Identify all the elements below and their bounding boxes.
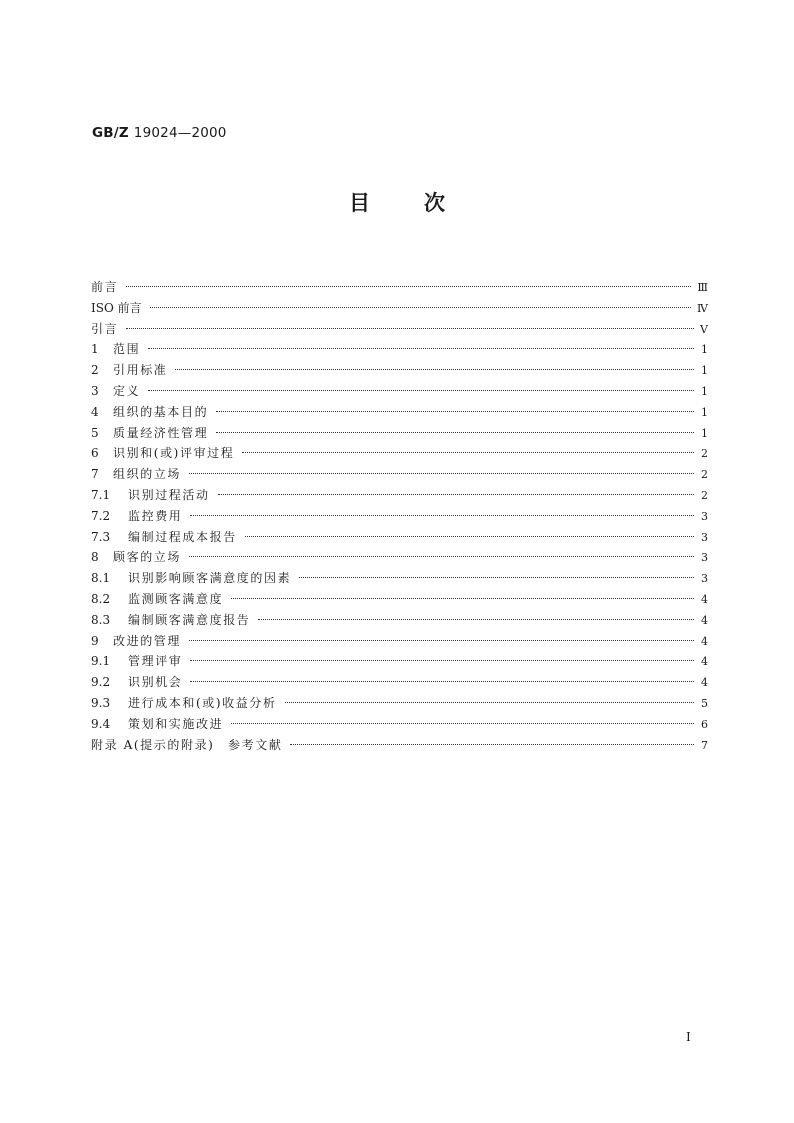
toc-entry-number: 8 (91, 550, 99, 565)
toc-entry-page: 1 (701, 426, 708, 440)
toc-leader-dots (299, 577, 694, 578)
toc-entry-label: 编制顾客满意度报告 (128, 612, 251, 627)
toc-entry[interactable] (91, 339, 708, 360)
toc-heading (0, 187, 794, 217)
toc-leader-dots (190, 515, 694, 516)
toc-entry-page: 5 (701, 696, 708, 710)
toc-entry[interactable] (91, 714, 708, 735)
toc-entry-label: 监控费用 (128, 508, 183, 523)
toc-entry-label: 引言 (91, 321, 119, 336)
toc-entry-label: 定义 (113, 383, 141, 398)
toc-entry-page: 4 (701, 592, 708, 606)
toc-entry-page: 3 (701, 530, 708, 544)
toc-entry-number: 9.2 (91, 675, 111, 690)
toc-leader-dots (290, 744, 694, 745)
toc-entry-page: 3 (701, 572, 708, 586)
toc-leader-dots (216, 432, 694, 433)
toc-entry-number: 9.3 (91, 695, 111, 710)
toc-entry-number: 4 (91, 404, 99, 419)
toc-leader-dots (258, 619, 694, 620)
toc-entry-label: 识别机会 (128, 675, 183, 690)
toc-entry[interactable] (91, 527, 708, 548)
page-number: I (686, 1030, 691, 1044)
toc-leader-dots (126, 328, 694, 329)
toc-leader-dots (218, 494, 694, 495)
standard-code (92, 125, 227, 141)
toc-entry-number: 5 (91, 425, 99, 440)
toc-leader-dots (148, 348, 694, 349)
toc-entry-page: 1 (701, 364, 708, 378)
toc-leader-dots (126, 286, 691, 287)
toc-entry-page: 4 (701, 634, 708, 648)
toc-entry-number: 7.1 (91, 487, 111, 502)
toc-entry-label: 顾客的立场 (113, 550, 182, 565)
toc-entry-number: 9 (91, 633, 99, 648)
toc-entry-label: 管理评审 (128, 654, 183, 669)
toc-entry-page: 7 (701, 738, 708, 752)
toc-entry-number: 3 (91, 383, 99, 398)
toc-entry-number: 9.1 (91, 654, 111, 669)
toc-entry-page: 4 (701, 613, 708, 627)
toc-entry[interactable] (91, 506, 708, 527)
toc-entry[interactable] (91, 651, 708, 672)
toc-entry-label: 编制过程成本报告 (128, 529, 237, 544)
toc-entry[interactable] (91, 277, 708, 298)
toc-entry-number: 7.2 (91, 508, 111, 523)
toc-entry[interactable] (91, 735, 708, 756)
toc-entry[interactable] (91, 631, 708, 652)
toc-entry-page: 1 (701, 384, 708, 398)
toc-entry[interactable] (91, 298, 708, 319)
toc-entry-label: 识别影响顾客满意度的因素 (128, 571, 292, 586)
toc-leader-dots (242, 452, 694, 453)
toc-entry[interactable] (91, 402, 708, 423)
toc-entry-page: 6 (701, 717, 708, 731)
toc-leader-dots (190, 660, 694, 661)
toc-entry-label: 引用标准 (113, 363, 168, 378)
toc-leader-dots (190, 681, 694, 682)
toc-entry-number: 8.3 (91, 612, 111, 627)
toc-entry-label: 质量经济性管理 (113, 425, 209, 440)
toc-entry-number: 2 (91, 363, 99, 378)
toc-leader-dots (150, 307, 691, 308)
toc-entry-label: 组织的基本目的 (113, 404, 209, 419)
toc-entry[interactable] (91, 443, 708, 464)
toc-entry-label: 识别和(或)评审过程 (113, 446, 235, 461)
toc-entry-page: 3 (701, 509, 708, 523)
toc-entry[interactable] (91, 464, 708, 485)
toc-entry-page: 4 (701, 676, 708, 690)
toc-leader-dots (231, 598, 694, 599)
toc-entry-label: 监测顾客满意度 (128, 591, 224, 606)
toc-entry-page: 1 (701, 343, 708, 357)
toc-leader-dots (189, 640, 694, 641)
toc-entry[interactable] (91, 693, 708, 714)
toc-entry-page: 1 (701, 405, 708, 419)
toc-entry[interactable] (91, 672, 708, 693)
toc-entry[interactable] (91, 381, 708, 402)
toc-heading-char-1: 目 (349, 191, 370, 215)
toc-entry[interactable] (91, 589, 708, 610)
toc-entry-label: 附录 A(提示的附录) 参考文献 (91, 737, 283, 752)
toc-entry-label: 前言 (91, 280, 119, 294)
toc-entry[interactable] (91, 485, 708, 506)
toc-heading-char-2: 次 (424, 191, 445, 215)
toc-leader-dots (231, 723, 694, 724)
toc-leader-dots (189, 473, 694, 474)
toc-entry-page: Ⅲ (697, 281, 708, 294)
toc-entry-page: Ⅳ (697, 301, 708, 315)
toc-entry-page: 4 (701, 655, 708, 669)
toc-entry-number: 8.1 (91, 571, 111, 586)
toc-entry-page: 2 (701, 488, 708, 502)
toc-entry[interactable] (91, 423, 708, 444)
toc-entry-label: 进行成本和(或)收益分析 (128, 695, 277, 710)
toc-entry-number: 6 (91, 446, 99, 461)
standard-prefix: GB/Z (92, 125, 129, 141)
toc-entry-number: 1 (91, 342, 99, 357)
toc-entry-label: 识别过程活动 (128, 487, 210, 502)
toc-entry-label: 改进的管理 (113, 633, 182, 648)
toc-entry[interactable] (91, 568, 708, 589)
standard-number: 19024—2000 (133, 125, 227, 141)
toc-entry-label: 组织的立场 (113, 467, 182, 482)
toc-entry[interactable] (91, 610, 708, 631)
toc-entry-number: 7.3 (91, 529, 111, 544)
toc-entry-number: 8.2 (91, 591, 111, 606)
toc-leader-dots (216, 411, 694, 412)
toc-leader-dots (175, 369, 694, 370)
toc-entry[interactable] (91, 319, 708, 340)
toc-leader-dots (189, 556, 694, 557)
toc-entry-number: 9.4 (91, 716, 111, 731)
toc-entry[interactable] (91, 360, 708, 381)
toc-entry-label: 策划和实施改进 (128, 716, 224, 731)
toc-leader-dots (285, 702, 694, 703)
toc-entry-page: 3 (701, 551, 708, 565)
toc-entry-label: 范围 (113, 342, 141, 357)
toc-entry[interactable] (91, 547, 708, 568)
toc-entry-label: ISO 前言 (91, 300, 142, 315)
toc-entry-page: 2 (701, 468, 708, 482)
toc-leader-dots (245, 536, 694, 537)
toc-leader-dots (148, 390, 694, 391)
toc-entry-page: Ⅴ (700, 322, 708, 336)
toc-entry-page: 2 (701, 447, 708, 461)
toc-entry-number: 7 (91, 467, 99, 482)
table-of-contents (91, 277, 708, 755)
